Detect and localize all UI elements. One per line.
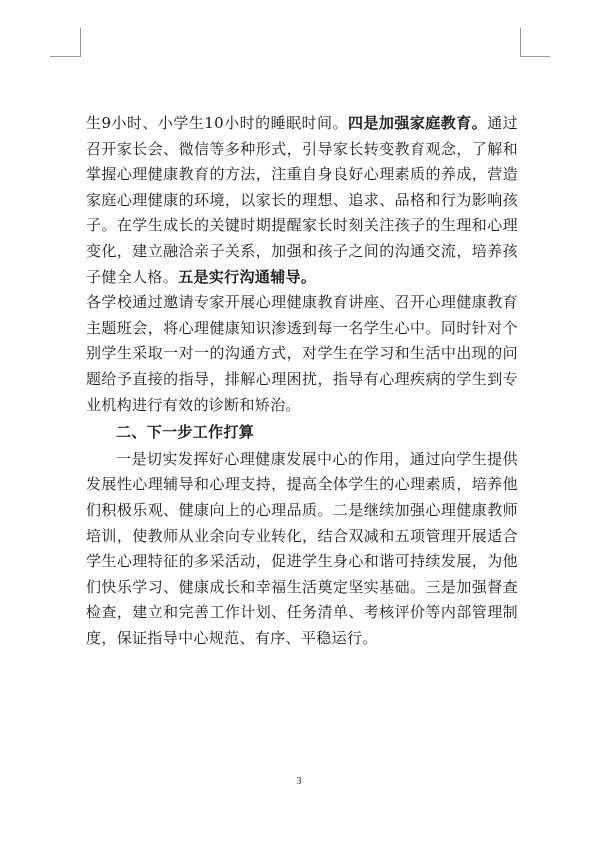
crop-mark-top-left-v	[80, 28, 81, 57]
paragraph-communication-guidance: 各学校通过邀请专家开展心理健康教育讲座、召开心理健康教育主题班会，将心理健康知识渗透到每一名学生心中。同时针对个别学生采取一对一的沟通方式，对学生在学习和生活中出现的问题给予直接的指导，排解心理困扰，指导有心理疾病的学生到专业机构进行有效的诊断和矫治。	[86, 293, 518, 414]
paragraph-text: 生9小时、小学生10小时的睡眠时间。	[86, 114, 348, 132]
document-body	[86, 111, 518, 651]
bold-point-five: 五是实行沟通辅导。	[178, 267, 317, 286]
crop-mark-top-right-v	[520, 28, 521, 57]
bold-point-four: 四是加强家庭教育。	[347, 114, 488, 132]
crop-mark-top-right-h	[520, 56, 550, 57]
paragraph-next-steps: 一是切实发挥好心理健康发展中心的作用，通过向学生提供发展性心理辅导和心理支持，提高全体学生的心理素质，培养他们积极乐观、健康向上的心理品质。二是继续加强心理健康教师培训，使教师从业余向专业转化，结合双减和五项管理开展适合学生心理特征的多采活动，促进学生身心和谐可持续发展，为他们快乐学习、健康成长和幸福生活奠定坚实基础。三是加强督查检查，建立和完善工作计划、任务清单、考核评价等内部管理制度，保证指导中心规范、有序、平稳运行。	[86, 449, 518, 647]
paragraph-family-education	[86, 111, 518, 290]
paragraph-text: 通过召开家长会、微信等多种形式，引导家长转变教育观念，了解和掌握心理健康教育的方法，注重自身良好心理素质的养成，营造家庭心理健康的环境，以家长的理想、追求、品格和行为影响孩子。在学生成长的关键时期提醒家长时刻关注孩子的生理和心理变化，建立融洽亲子关系，加强和孩子之间的沟通交流，培养孩子健全人格。	[86, 114, 518, 286]
crop-mark-top-left-h	[50, 56, 80, 57]
section-heading-next-steps: 二、下一步工作打算	[116, 423, 255, 442]
page-number: 3	[296, 776, 302, 787]
